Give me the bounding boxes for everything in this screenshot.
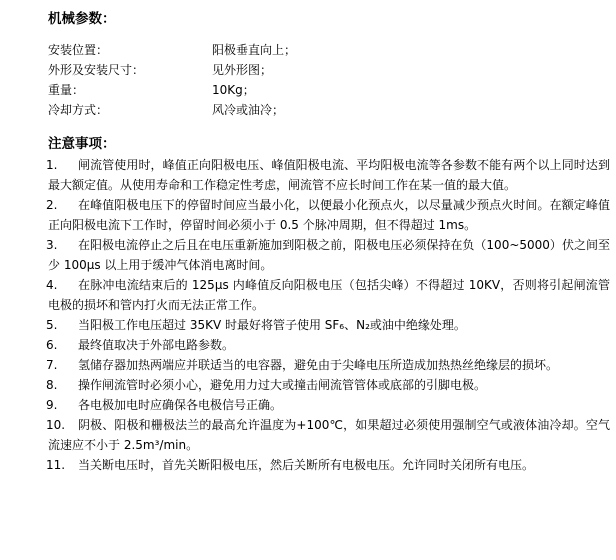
note-text: 当关断电压时，首先关断阳极电压，然后关断所有电极电压。允许同时关闭所有电压。 [78, 458, 535, 472]
note-text: 闸流管使用时，峰值正向阳极电压、峰值阳极电流、平均阳极电流等各参数不能有两个以上同时达到最大额定值。从使用寿命和工作稳定性考虑，闸流管不应长时间工作在某一值的最大值。 [48, 158, 610, 192]
spec-label: 安装位置： [48, 43, 109, 57]
note-number: 9. [46, 398, 58, 412]
note-item [0, 455, 616, 475]
spec-label: 重量： [48, 83, 85, 97]
spec-row-install-position [48, 40, 608, 60]
spec-label: 外形及安装尺寸： [48, 63, 145, 77]
note-item [0, 235, 616, 275]
note-text: 当阳极工作电压超过 35KV 时最好将管子使用 SF₆、N₂或油中绝缘处理。 [78, 318, 466, 332]
note-item [0, 275, 616, 315]
note-item [0, 375, 616, 395]
spec-label: 冷却方式： [48, 103, 109, 117]
note-number: 10. [46, 418, 66, 432]
note-number: 8. [46, 378, 58, 392]
notes-heading: 注意事项： [48, 136, 116, 152]
note-number: 7. [46, 358, 58, 372]
note-number: 3. [46, 238, 58, 252]
note-item [0, 315, 616, 335]
spec-value: 见外形图； [212, 63, 273, 77]
spec-value: 阳极垂直向上； [212, 43, 297, 57]
note-text: 最终值取决于外部电路参数。 [78, 338, 235, 352]
note-text: 氢储存器加热两端应并联适当的电容器，避免由于尖峰电压所造成加热热丝绝缘层的损坏。 [78, 358, 559, 372]
spec-row-weight [48, 80, 608, 100]
note-text: 阴极、阳极和栅极法兰的最高允许温度为+100℃，如果超过必须使用强制空气或液体油冷却。空气流速应不小于 2.5m³/min。 [48, 418, 610, 452]
note-number: 11. [46, 458, 66, 472]
spec-value: 10Kg； [212, 83, 255, 97]
note-item [0, 395, 616, 415]
note-item [0, 335, 616, 355]
note-item [0, 195, 616, 235]
note-number: 1. [46, 158, 58, 172]
notes-list [0, 155, 616, 475]
spec-row-dimensions [48, 60, 608, 80]
note-text: 各电极加电时应确保各电极信号正确。 [78, 398, 283, 412]
note-item [0, 355, 616, 375]
note-item [0, 415, 616, 455]
spec-value: 风冷或油冷； [212, 103, 285, 117]
note-number: 5. [46, 318, 58, 332]
spec-row-cooling [48, 100, 608, 120]
note-text: 在脉冲电流结束后的 125μs 内峰值反向阳极电压（包括尖峰）不得超过 10KV，否则将引起闸流管电极的损坏和管内打火而无法正常工作。 [48, 278, 610, 312]
note-text: 操作闸流管时必须小心，避免用力过大或撞击闸流管管体或底部的引脚电极。 [78, 378, 487, 392]
mechanical-params-heading: 机械参数： [48, 11, 116, 27]
note-text: 在阳极电流停止之后且在电压重新施加到阳极之前，阳极电压必须保持在负（100~5000）伏之间至少 100μs 以上用于缓冲气体消电离时间。 [48, 238, 610, 272]
note-number: 6. [46, 338, 58, 352]
note-number: 2. [46, 198, 58, 212]
note-number: 4. [46, 278, 58, 292]
note-item [0, 155, 616, 195]
note-text: 在峰值阳极电压下的停留时间应当最小化，以便最小化预点火，以尽量减少预点火时间。在额定峰值正向阳极电流下工作时，停留时间必须小于 0.5 个脉冲周期，但不得超过 1ms。 [48, 198, 610, 232]
